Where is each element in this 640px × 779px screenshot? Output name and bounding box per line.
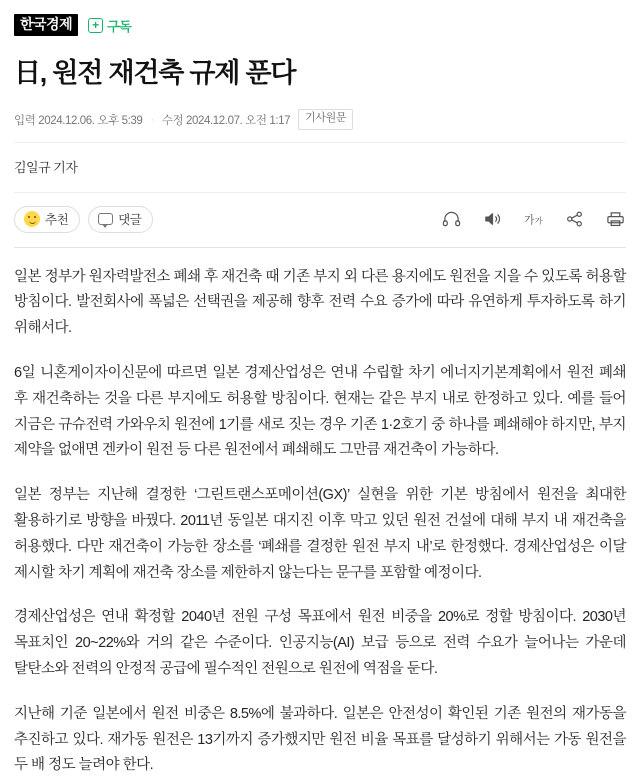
share-icon[interactable] xyxy=(564,209,585,230)
svg-text:가: 가 xyxy=(523,214,535,227)
article-meta xyxy=(14,109,626,142)
masthead xyxy=(14,0,626,42)
plus-icon: + xyxy=(88,18,103,33)
speaker-icon[interactable] xyxy=(482,209,503,230)
print-icon[interactable] xyxy=(605,209,626,230)
article-paragraph: 지난해 기준 일본에서 원전 비중은 8.5%에 불과하다. 일본은 안전성이 확인된 기존 원전의 재가동을 추진하고 있다. 재가동 원전은 13기까지 증가했지만 원전 비율 목표를 달성하기 위해서는 가동 원전을 두 배 정도 늘려야 한다. xyxy=(14,705,626,774)
article-paragraph: 6일 니혼게이자이신문에 따르면 일본 경제산업성은 연내 수립할 차기 에너지기본계획에서 원전 폐쇄 후 재건축하는 것을 다른 부지에도 허용할 방침이다. 현재는 같은 부지 내로 한정하고 있다. 예를 들어 지금은 규슈전력 가와우치 원전에 1기를 새로 짓는 경우 기존 1·2호기 중 하나를 폐쇄해야 하지만, 부지 제약을 없애면 겐카이 원전 등 다른 원전에서 폐쇄해도 그만큼 재건축이 가능하다. xyxy=(14,365,626,459)
byline: 김일규 기자 xyxy=(14,143,626,193)
svg-text:가: 가 xyxy=(534,216,543,226)
recommend-button[interactable] xyxy=(14,206,80,233)
action-bar-left xyxy=(14,206,153,233)
subscribe-button[interactable] xyxy=(88,16,131,35)
article-paragraph: 일본 정부가 원자력발전소 폐쇄 후 재건축 때 기존 부지 외 다른 용지에도 원전을 지을 수 있도록 허용할 방침이다. 발전회사에 폭넓은 선택권을 제공해 향후 전력 수요 증가에 따라 유연하게 투자하도록 하기 위해서다. xyxy=(14,268,626,337)
article-paragraph: 일본 정부는 지난해 결정한 ‘그린트랜스포메이션(GX)’ 실현을 위한 기본 방침에서 원전을 최대한 활용하기로 방향을 바꿨다. 2011년 동일본 대지진 이후 막고 있던 원전 건설에 대해 부지 내 재건축을 허용했다. 다만 재건축이 가능한 장소를 ‘폐쇄를 결정한 원전 부지 내’로 한정했다. 경제산업성은 이달 제시할 차기 계획에 재건축 장소를 제한하지 않는다는 문구를 포함할 예정이다. xyxy=(14,487,626,581)
comment-button[interactable] xyxy=(88,206,153,233)
published-date: 입력 2024.12.06. 오후 5:39 xyxy=(14,114,143,127)
comment-bubble-icon xyxy=(98,213,113,225)
action-bar-right xyxy=(441,209,626,230)
article-body xyxy=(14,248,626,779)
smiley-icon xyxy=(24,211,40,227)
press-logo[interactable]: 한국경제 xyxy=(14,14,78,36)
subscribe-label: 구독 xyxy=(107,18,132,34)
source-article-button[interactable]: 기사원문 xyxy=(298,109,353,129)
action-bar xyxy=(14,193,626,248)
font-size-icon[interactable] xyxy=(523,209,544,230)
comment-label: 댓글 xyxy=(118,213,142,228)
article-paragraph: 경제산업성은 연내 확정할 2040년 전원 구성 목표에서 원전 비중을 20%로 정할 방침이다. 2030년 목표치인 20~22%와 거의 같은 수준이다. 인공지능(AI) 보급 등으로 전력 수요가 늘어나는 가운데 탈탄소와 전력의 안정적 공급에 필수적인 전원으로 원전에 역점을 둔다. xyxy=(14,609,626,678)
page-title: 日, 원전 재건축 규제 푼다 xyxy=(14,58,296,89)
updated-date: 수정 2024.12.07. 오전 1:17 xyxy=(161,114,291,127)
recommend-label: 추천 xyxy=(45,213,69,228)
headphone-icon[interactable] xyxy=(441,209,462,230)
meta-separator: · xyxy=(150,113,154,126)
